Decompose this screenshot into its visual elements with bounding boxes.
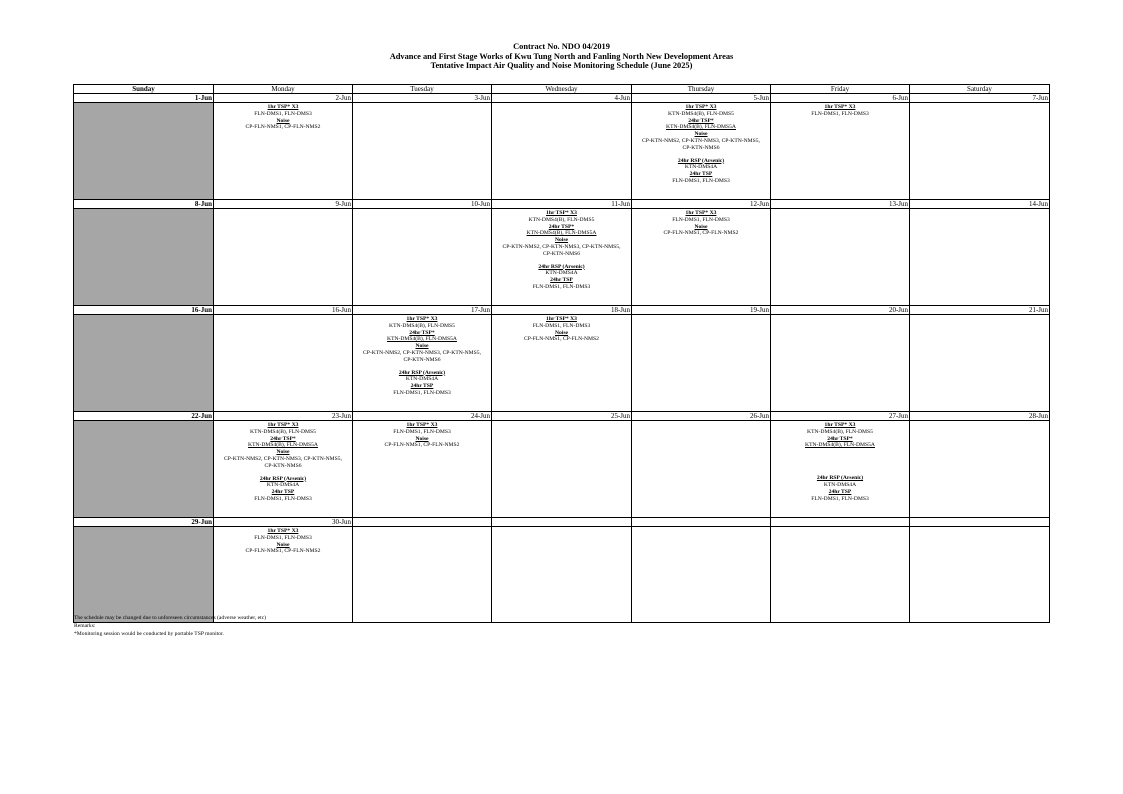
- station-list: KTN-DMS4A: [405, 376, 439, 383]
- station-list: CP-FLN-NMS1, CP-FLN-NMS2: [245, 124, 321, 131]
- station-list: KTN-DMS4(B), FLN-DMS5: [807, 428, 873, 435]
- day-cell: [632, 527, 771, 623]
- station-list: FLN-DMS1, FLN-DMS3: [811, 110, 869, 117]
- date-label: 30-Jun: [214, 518, 353, 527]
- weekday-sunday: Sunday: [74, 85, 214, 94]
- station-list: CP-KTN-NMS6: [543, 250, 580, 257]
- monitoring-heading: Noise: [276, 541, 290, 548]
- weekday-saturday: Saturday: [910, 85, 1050, 94]
- monitoring-heading: Noise: [276, 449, 290, 456]
- day-cell: [492, 527, 632, 623]
- monitoring-heading: Noise: [694, 131, 708, 138]
- monitoring-heading: 24hr RSP (Arsenic): [677, 157, 725, 164]
- day-cell: [214, 421, 353, 518]
- weekday-friday: Friday: [771, 85, 910, 94]
- station-list: CP-KTN-NMS6: [403, 356, 441, 363]
- date-label: 12-Jun: [632, 200, 771, 209]
- day-cell: [353, 315, 492, 412]
- date-label: 16-Jun: [214, 306, 353, 315]
- monitoring-calendar: [73, 84, 1050, 623]
- station-list: KTN-DMS4(B), FLN-DMS5A: [805, 442, 875, 449]
- schedule-change-note: The schedule may be changed due to unforeseen circumstances (adverse weather, etc): [74, 615, 267, 621]
- remarks-label: Remarks:: [74, 623, 96, 629]
- station-list: FLN-DMS1, FLN-DMS3: [532, 322, 591, 329]
- week-3-schedule-row: [74, 315, 1050, 412]
- monitoring-heading: Noise: [276, 117, 290, 124]
- date-label: 10-Jun: [353, 200, 492, 209]
- day-cell: [632, 421, 771, 518]
- sunday-shaded-cell: [74, 103, 214, 200]
- station-list: KTN-DMS4(B), FLN-DMS5A: [387, 336, 457, 343]
- date-label: 22-Jun: [74, 412, 214, 421]
- monitoring-heading: 1hr TSP* X3: [406, 422, 438, 428]
- day-cell: [492, 103, 632, 200]
- monitoring-heading: 24hr RSP (Arsenic): [538, 263, 585, 270]
- week-1-schedule-row: [74, 103, 1050, 200]
- date-label: 7-Jun: [910, 94, 1050, 103]
- date-label: 29-Jun: [74, 518, 214, 527]
- station-list: KTN-DMS4A: [823, 481, 857, 488]
- footnote: *Monitoring session would be conducted by portable TSP monitor.: [74, 631, 224, 637]
- station-list: KTN-DMS4(B), FLN-DMS5A: [526, 230, 597, 237]
- station-list: FLN-DMS1, FLN-DMS3: [393, 428, 451, 435]
- monitoring-heading: Noise: [415, 343, 429, 350]
- station-list: CP-KTN-NMS6: [682, 144, 720, 151]
- day-cell: [771, 421, 910, 518]
- station-list: FLN-DMS1, FLN-DMS3: [672, 216, 730, 223]
- week-2-date-row: [74, 200, 1050, 209]
- date-label: 18-Jun: [492, 306, 632, 315]
- monitoring-heading: 1hr TSP* X3: [546, 316, 577, 322]
- date-label: 5-Jun: [632, 94, 771, 103]
- weekday-monday: Monday: [214, 85, 353, 94]
- date-label: 14-Jun: [910, 200, 1050, 209]
- monitoring-heading: 1hr TSP* X3: [824, 422, 856, 428]
- week-2-schedule-row: [74, 209, 1050, 306]
- day-cell: [353, 103, 492, 200]
- monitoring-heading: 24hr TSP*: [688, 117, 714, 124]
- day-cell: [492, 209, 632, 306]
- date-label: [910, 518, 1050, 527]
- day-cell: [771, 209, 910, 306]
- week-4-date-row: [74, 412, 1050, 421]
- day-cell: [353, 209, 492, 306]
- date-label: [492, 518, 632, 527]
- monitoring-heading: 1hr TSP* X3: [267, 104, 299, 110]
- monitoring-heading: 24hr RSP (Arsenic): [259, 475, 307, 482]
- week-4-schedule-row: [74, 421, 1050, 518]
- station-list: FLN-DMS1, FLN-DMS3: [254, 534, 312, 541]
- station-list: KTN-DMS4A: [684, 164, 718, 171]
- monitoring-heading: 1hr TSP* X3: [685, 104, 717, 110]
- day-cell: [910, 315, 1050, 412]
- monitoring-heading: 24hr RSP (Arsenic): [816, 475, 864, 482]
- monitoring-heading: 24hr TSP*: [827, 435, 853, 442]
- station-list: KTN-DMS4(B), FLN-DMS5A: [248, 442, 318, 449]
- monitoring-heading: Noise: [694, 223, 708, 230]
- monitoring-heading: 24hr TSP*: [409, 329, 435, 336]
- monitoring-heading: 24hr TSP: [271, 489, 295, 496]
- week-5-date-row: [74, 518, 1050, 527]
- monitoring-heading: 1hr TSP* X3: [685, 210, 717, 216]
- contract-number: Contract No. NDO 04/2019: [513, 42, 610, 51]
- date-label: 26-Jun: [632, 412, 771, 421]
- date-label: 23-Jun: [214, 412, 353, 421]
- date-label: 27-Jun: [771, 412, 910, 421]
- date-label: 17-Jun: [353, 306, 492, 315]
- station-list: FLN-DMS1, FLN-DMS3: [393, 389, 451, 396]
- station-list: KTN-DMS4(B), FLN-DMS5: [250, 428, 316, 435]
- day-cell: [492, 315, 632, 412]
- day-cell: [214, 527, 353, 623]
- station-list: FLN-DMS1, FLN-DMS3: [672, 177, 730, 184]
- station-list: CP-FLN-NMS1, CP-FLN-NMS2: [245, 548, 321, 555]
- monitoring-heading: 24hr RSP (Arsenic): [398, 369, 446, 376]
- monitoring-heading: 1hr TSP* X3: [824, 104, 856, 110]
- date-label: 20-Jun: [771, 306, 910, 315]
- day-cell: [214, 103, 353, 200]
- station-list: CP-KTN-NMS2, CP-KTN-NMS3, CP-KTN-NMS5,: [502, 243, 621, 250]
- monitoring-heading: 24hr TSP*: [270, 435, 296, 442]
- station-list: KTN-DMS4(B), FLN-DMS5: [528, 216, 595, 223]
- station-list: KTN-DMS4(B), FLN-DMS5A: [666, 124, 736, 131]
- day-cell: [353, 527, 492, 623]
- day-cell: [632, 103, 771, 200]
- monitoring-heading: 1hr TSP* X3: [267, 422, 299, 428]
- date-label: 28-Jun: [910, 412, 1050, 421]
- day-cell: [632, 315, 771, 412]
- date-label: 2-Jun: [214, 94, 353, 103]
- date-label: 8-Jun: [74, 200, 214, 209]
- weekday-wednesday: Wednesday: [492, 85, 632, 94]
- footer-notes: [74, 614, 266, 638]
- station-list: CP-KTN-NMS2, CP-KTN-NMS3, CP-KTN-NMS5,: [363, 349, 481, 356]
- monitoring-heading: Noise: [415, 435, 429, 442]
- monitoring-heading: 24hr TSP*: [548, 223, 575, 230]
- date-label: 4-Jun: [492, 94, 632, 103]
- date-label: 21-Jun: [910, 306, 1050, 315]
- monitoring-heading: Noise: [554, 329, 569, 336]
- station-list: CP-KTN-NMS2, CP-KTN-NMS3, CP-KTN-NMS5,: [224, 455, 342, 462]
- project-title: Advance and First Stage Works of Kwu Tung North and Fanling North New Development Areas: [389, 51, 734, 61]
- date-label: [632, 518, 771, 527]
- week-5-schedule-row: [74, 527, 1050, 623]
- station-list: KTN-DMS4(B), FLN-DMS5: [668, 110, 734, 117]
- station-list: CP-KTN-NMS6: [264, 462, 302, 469]
- date-label: 6-Jun: [771, 94, 910, 103]
- day-cell: [910, 103, 1050, 200]
- day-cell: [214, 209, 353, 306]
- date-label: 24-Jun: [353, 412, 492, 421]
- station-list: FLN-DMS1, FLN-DMS3: [254, 495, 312, 502]
- schedule-title: Tentative Impact Air Quality and Noise Monitoring Schedule (June 2025): [430, 61, 693, 71]
- document-header: [0, 42, 1123, 71]
- monitoring-heading: 1hr TSP* X3: [267, 528, 299, 534]
- day-cell: [771, 103, 910, 200]
- monitoring-heading: 24hr TSP: [550, 277, 573, 284]
- date-label: 25-Jun: [492, 412, 632, 421]
- station-list: FLN-DMS1, FLN-DMS3: [254, 110, 312, 117]
- station-list: FLN-DMS1, FLN-DMS3: [532, 283, 591, 290]
- day-cell: [910, 209, 1050, 306]
- station-list: FLN-DMS1, FLN-DMS3: [811, 495, 869, 502]
- day-cell: [492, 421, 632, 518]
- date-label: 1-Jun: [74, 94, 214, 103]
- date-label: 9-Jun: [214, 200, 353, 209]
- day-cell: [353, 421, 492, 518]
- date-label: 3-Jun: [353, 94, 492, 103]
- monitoring-heading: Noise: [554, 237, 569, 244]
- sunday-shaded-cell: [74, 421, 214, 518]
- date-label: 13-Jun: [771, 200, 910, 209]
- weekday-header-row: [74, 85, 1050, 94]
- week-1-date-row: [74, 94, 1050, 103]
- sunday-shaded-cell: [74, 209, 214, 306]
- station-list: KTN-DMS4A: [545, 270, 578, 277]
- station-list: CP-FLN-NMS1, CP-FLN-NMS2: [384, 442, 460, 449]
- monitoring-heading: 1hr TSP* X3: [546, 210, 577, 216]
- monitoring-heading: 24hr TSP: [828, 488, 852, 495]
- date-label: 19-Jun: [632, 306, 771, 315]
- day-cell: [214, 315, 353, 412]
- day-cell: [632, 209, 771, 306]
- week-3-date-row: [74, 306, 1050, 315]
- date-label: [771, 518, 910, 527]
- sunday-shaded-cell: [74, 315, 214, 412]
- date-label: 11-Jun: [492, 200, 632, 209]
- day-cell: [771, 315, 910, 412]
- date-label: [353, 518, 492, 527]
- day-cell: [910, 527, 1050, 623]
- day-cell: [910, 421, 1050, 518]
- station-list: KTN-DMS4A: [266, 482, 300, 489]
- monitoring-heading: 24hr TSP: [410, 383, 434, 390]
- weekday-thursday: Thursday: [632, 85, 771, 94]
- monitoring-heading: 24hr TSP: [689, 171, 713, 178]
- monitoring-heading: 1hr TSP* X3: [406, 316, 438, 322]
- station-list: CP-FLN-NMS1, CP-FLN-NMS2: [524, 336, 599, 343]
- day-cell: [771, 527, 910, 623]
- sunday-shaded-cell: [74, 527, 214, 623]
- station-list: CP-KTN-NMS2, CP-KTN-NMS3, CP-KTN-NMS5,: [642, 137, 760, 144]
- station-list: CP-FLN-NMS1, CP-FLN-NMS2: [663, 230, 739, 237]
- date-label: 16-Jun: [74, 306, 214, 315]
- weekday-tuesday: Tuesday: [353, 85, 492, 94]
- station-list: KTN-DMS4(B), FLN-DMS5: [389, 322, 455, 329]
